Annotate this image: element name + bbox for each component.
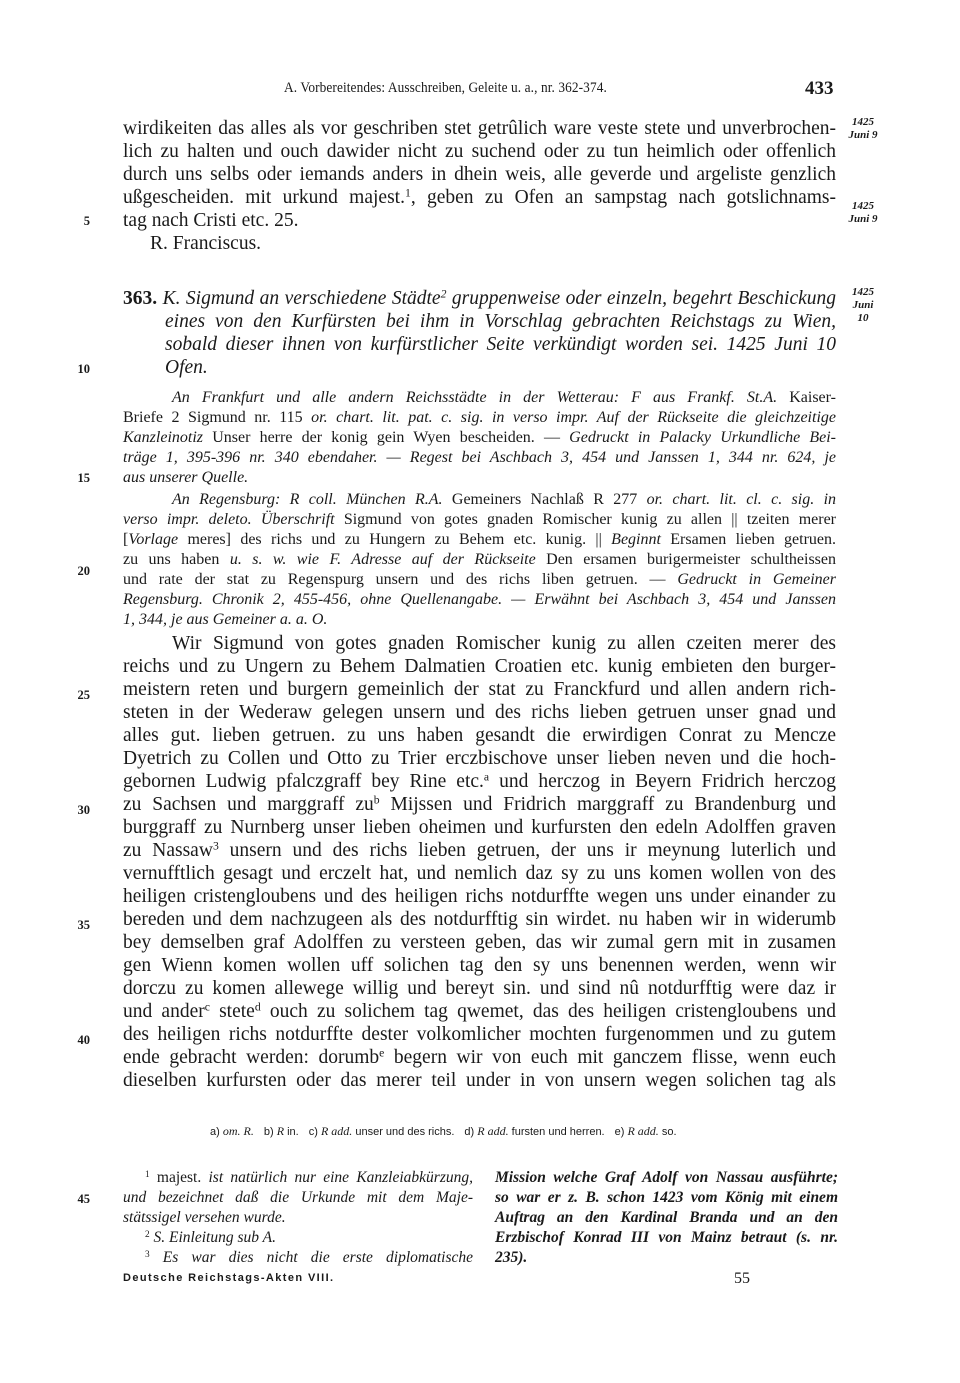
text-line (123, 186, 836, 209)
text-fragment: meistern reten und burgern gemeinlich der stat zu Franckfurd und allen andern rich- (123, 679, 836, 700)
running-head: A. Vorbereitendes: Ausschreiben, Geleite u. a., nr. 362-374. (284, 80, 607, 96)
text-fragment: aus unserer Quelle. (123, 469, 249, 486)
body-line (123, 1069, 836, 1092)
body-line (123, 747, 836, 770)
apparatus-line (172, 388, 836, 408)
apparatus-line (123, 510, 836, 530)
heading-line: eines von den Kurfürsten bei ihm in Vorschlag gebrachten Reichstags zu Wien, (165, 311, 836, 332)
footnote-line (145, 1248, 473, 1267)
footnote-line (123, 1188, 473, 1207)
body-line (123, 977, 836, 1000)
text-fragment: Wir Sigmund von gotes gnaden Romischer kunig zu allen czeiten merer des (172, 633, 836, 654)
apparatus-line (123, 408, 836, 428)
footnote-ref[interactable]: c (204, 1000, 210, 1014)
text-fragment: or. chart. lit. cl. c. sig. in (646, 491, 837, 508)
line-number: 45 (77, 1192, 90, 1206)
apparatus-line (123, 428, 836, 448)
text-fragment: Gemeiners Nachlaß R 277 (442, 491, 647, 508)
text-fragment: fursten und herren. (508, 1126, 605, 1138)
text-fragment: steten in der Wederaw gelegen unsern und des richs lieben getruen unser gnad und (123, 702, 836, 723)
body-line (123, 1046, 836, 1069)
text-fragment: und ander (123, 1001, 205, 1022)
footnote-ref[interactable]: d (254, 1000, 261, 1014)
text-fragment: Ersamen lieben getruen. (660, 531, 837, 548)
text-line: tag nach Cristi etc. 25. (123, 210, 299, 231)
text-fragment: gruppenweise oder einzeln, begehrt Beschickung (446, 288, 837, 309)
line-number: 5 (83, 214, 90, 228)
body-line (123, 885, 836, 908)
text-fragment: u. s. w. wie F. Adresse auf der Rückseite (229, 551, 536, 568)
line-number: 10 (77, 362, 90, 376)
text-fragment: K. Sigmund an verschiedene Städte (162, 288, 441, 309)
text-fragment: reichs und zu Ungern zu Behem Dalmatien Croatien etc. kunig embieten den burger- (123, 656, 836, 677)
variant-note (615, 1126, 677, 1138)
text-fragment: des heiligen richs notdurffte dester volkomlicher mochten furgenommen und zu gutem (123, 1024, 836, 1045)
line-number: 25 (77, 688, 90, 702)
text-fragment: Sigmund von gotes gnaden Romischer kunig zu allen || tzeiten merer (334, 511, 836, 528)
apparatus-line (123, 468, 836, 488)
text-line: lich zu halten und ouch dawider nicht zu suchend oder zu tun heimlich oder offenlich (123, 141, 836, 162)
body-line (123, 1023, 836, 1046)
body-line (123, 931, 836, 954)
footnote-ref[interactable]: 1 (404, 186, 411, 200)
text-fragment: Kaiser- (777, 389, 836, 406)
apparatus-line (123, 448, 836, 468)
footnote-ref[interactable]: 3 (212, 839, 219, 853)
margin-day: Juni 9 (848, 213, 878, 225)
text-fragment: in. (284, 1126, 299, 1138)
body-line (123, 1000, 836, 1023)
heading-line: sobald dieser ihnen von kurfürstlicher Seite verkündigt worden sei. 1425 Juni 10 (165, 334, 836, 355)
margin-date (846, 200, 880, 226)
text-fragment: Gedruckt in Gemeiner (677, 571, 837, 588)
text-fragment: und rate der stat zu Regenspurg unsern und des richs liben getruen. — (123, 571, 678, 588)
margin-day: Juni 9 (848, 129, 878, 141)
apparatus-line (123, 590, 836, 610)
text-fragment: zu Sachsen und marggraff zu (123, 794, 374, 815)
footnote-mark: 1 (145, 1169, 150, 1180)
text-fragment: majest. (149, 1169, 209, 1186)
variant-label: e) (614, 1126, 628, 1138)
text-fragment: verso impr. deleto. Überschrift (123, 511, 335, 528)
text-fragment: R (276, 1124, 285, 1138)
document-number: 363. (123, 288, 158, 309)
text-fragment: Dyetrich zu Collen und Otto zu Trier erczbischove unser lieben neven und die hoch- (123, 748, 836, 769)
footnote-ref[interactable]: b (373, 793, 380, 807)
text-fragment: ouch zu solichem tag qwemet, das des heiligen cristengloubens und (260, 1001, 837, 1022)
footnote-mark: 3 (145, 1249, 150, 1260)
variant-note (264, 1126, 299, 1138)
text-fragment: Es war dies nicht die erste diplomatische (149, 1249, 473, 1266)
text-fragment: An Frankfurt und alle andern Reichsstädte in der Wetterau: F aus Frankf. St.A. (172, 389, 778, 406)
volume-signature: Deutsche Reichstags-Akten VIII. (123, 1272, 335, 1284)
variant-note (309, 1126, 455, 1138)
body-line (123, 678, 836, 701)
text-fragment: vernufftlich gesagt und erczelt hat, und nemlich daz sy zu uns komen wollen von des (123, 863, 836, 884)
variant-label: d) (464, 1126, 478, 1138)
text-fragment: , geben zu Ofen an sampstag nach gotslichnams- (410, 187, 836, 208)
body-line (123, 793, 836, 816)
text-fragment: begern wir von euch mit ganczem flisse, wenn euch (384, 1047, 837, 1068)
text-line: wirdikeiten das alles als vor geschriben stet getrûlich ware veste stete und unverbrochen- (123, 118, 836, 139)
body-line (123, 839, 836, 862)
text-fragment: meres] des richs und zu Hungern zu Behem etc. kunig. || (178, 531, 612, 548)
text-fragment: R add. (477, 1124, 509, 1138)
text-fragment: so. (658, 1126, 677, 1138)
apparatus-line (123, 530, 836, 550)
footnote-ref[interactable]: 2 (440, 287, 447, 301)
margin-date (846, 286, 880, 325)
text-fragment: Briefe 2 Sigmund nr. 115 (123, 409, 312, 426)
margin-year: 1425 (852, 286, 874, 298)
text-fragment: träge 1, 395-396 nr. 340 ebendaher. — Regest bei Aschbach 3, 454 und Janssen 1, 344 nr. 624, je (123, 449, 836, 466)
body-line (123, 724, 836, 747)
text-fragment: Kanzleinotiz (123, 429, 204, 446)
footnote-line: Erzbischof Konrad III von Mainz betraut (s. nr. (495, 1229, 838, 1246)
footnote-line: Auftrag an den Kardinal Branda und an den (495, 1209, 838, 1226)
body-line (123, 954, 836, 977)
text-fragment: Gedruckt in Palacky Urkundliche Bei- (569, 429, 836, 446)
text-fragment: Regensburg. Chronik 2, 455-456, ohne Quellenangabe. — Erwähnt bei Aschbach 3, 454 und Janssen (123, 591, 836, 608)
text-fragment: heiligen cristengloubens und des heiligen richs notdurffte wegen uns under einander zu (123, 886, 836, 907)
text-fragment: An Regensburg: R coll. München R.A. (172, 491, 443, 508)
footnote-line (145, 1228, 473, 1247)
margin-year: 1425 (852, 116, 874, 128)
line-number: 40 (77, 1033, 90, 1047)
body-line (123, 770, 836, 793)
margin-year: 1425 (852, 200, 874, 212)
body-line (123, 908, 836, 931)
text-fragment: ende gebracht werden: dorumb (123, 1047, 380, 1068)
footnote-line: 235). (495, 1249, 528, 1266)
footnote-ref[interactable]: a (483, 770, 490, 784)
text-fragment: zu uns haben (123, 551, 230, 568)
text-fragment: gen Wienn komen wollen uff solichen tag den sy uns benennen werden, wenn wir (123, 955, 836, 976)
text-fragment: om. R. (222, 1124, 254, 1138)
text-fragment: stätssigel versehen wurde. (123, 1209, 286, 1226)
text-fragment: gebornen Ludwig pfalczgraff bey Rine etc. (123, 771, 484, 792)
page-number: 433 (805, 78, 834, 99)
apparatus-line (123, 570, 836, 590)
text-fragment: or. chart. lit. pat. c. sig. in verso impr. Auf der Rückseite die gleichzeitige (311, 409, 836, 426)
text-line: durch uns selbs oder iemands anders in dhein weis, alle geverde und argeliste genzlich (123, 164, 836, 185)
text-fragment: stete (209, 1001, 255, 1022)
text-fragment: ußgescheiden. mit urkund majest. (123, 187, 405, 208)
body-line (123, 701, 836, 724)
text-fragment: Vorlage (128, 531, 179, 548)
heading-line: Ofen. (165, 357, 208, 378)
text-fragment: alles gut. lieben getruen. zu uns haben gesandt die erwirdigen Conrat zu Mencze (123, 725, 836, 746)
footnote-line (123, 1208, 473, 1227)
text-fragment: dieselben kurfursten oder das merer teil under in von unsern wegen solichen tag als (123, 1070, 836, 1091)
variant-note (464, 1126, 604, 1138)
line-number: 35 (77, 918, 90, 932)
apparatus-line (172, 490, 836, 510)
text-fragment: und herczog in Beyern Fridrich herczog (489, 771, 836, 792)
text-fragment: Unser herre der konig gein Wyen bescheiden. — (203, 429, 570, 446)
variant-label: a) (210, 1126, 223, 1138)
footnote-ref[interactable]: e (379, 1046, 385, 1060)
variant-notes (210, 1124, 687, 1139)
margin-day: Juni 10 (852, 299, 874, 324)
apparatus-line (123, 550, 836, 570)
text-fragment: 1, 344, je aus Gemeiner a. a. O. (123, 611, 328, 628)
body-line (123, 816, 836, 839)
variant-label: c) (308, 1126, 321, 1138)
text-fragment: R add. (627, 1124, 659, 1138)
variant-note (210, 1126, 254, 1138)
text-fragment: Mijssen und Fridrich marggraff zu Brandenburg und (379, 794, 836, 815)
footnote-line: so war er z. B. schon 1423 vom König mit einem (495, 1189, 838, 1206)
text-fragment: zu Nassaw (123, 840, 213, 861)
document-heading (123, 287, 836, 310)
line-number: 30 (77, 803, 90, 817)
text-fragment: [ (123, 531, 129, 548)
apparatus-line (123, 610, 836, 630)
margin-date (846, 116, 880, 142)
text-fragment: Den ersamen burigermeister schultheissen (535, 551, 837, 568)
body-line (123, 862, 836, 885)
body-line (123, 655, 836, 678)
text-fragment: unsern und des richs lieben getruen, der uns ir meynung luterlich und (218, 840, 837, 861)
text-fragment: burggraff zu Nurnberg unser lieben oheimen und kurfursten den edeln Adolffen graven (123, 817, 836, 838)
text-fragment: unser und des richs. (352, 1126, 455, 1138)
text-fragment: Beginnt (611, 531, 661, 548)
text-fragment: und bezeichnet daß die Urkunde mit dem Maje- (123, 1189, 473, 1206)
footnote-line (145, 1168, 473, 1187)
signature-line: R. Franciscus. (150, 233, 262, 254)
text-fragment: R add. (320, 1124, 353, 1138)
text-fragment: S. Einleitung sub A. (149, 1229, 276, 1246)
text-fragment: bey demselben graf Adolffen zu versteen geben, das wir zumal gern mit in zusamen (123, 932, 836, 953)
text-fragment: dorczu zu komen allewege willig und bereyt sin. und sind nû notdurfftig were daz ir (123, 978, 836, 999)
body-line (172, 632, 836, 655)
line-number: 15 (77, 471, 90, 485)
sheet-number: 55 (734, 1270, 750, 1287)
line-number: 20 (77, 564, 90, 578)
text-fragment: bereden und dem nachzugeen als des notdurfftig sin wirdet. nu haben wir in widerumb (123, 909, 836, 930)
variant-label: b) (263, 1126, 277, 1138)
text-fragment: ist natürlich nur eine Kanzleiabkürzung, (208, 1169, 473, 1186)
footnote-mark: 2 (145, 1229, 150, 1240)
footnote-line: Mission welche Graf Adolf von Nassau ausführte; (495, 1169, 838, 1186)
